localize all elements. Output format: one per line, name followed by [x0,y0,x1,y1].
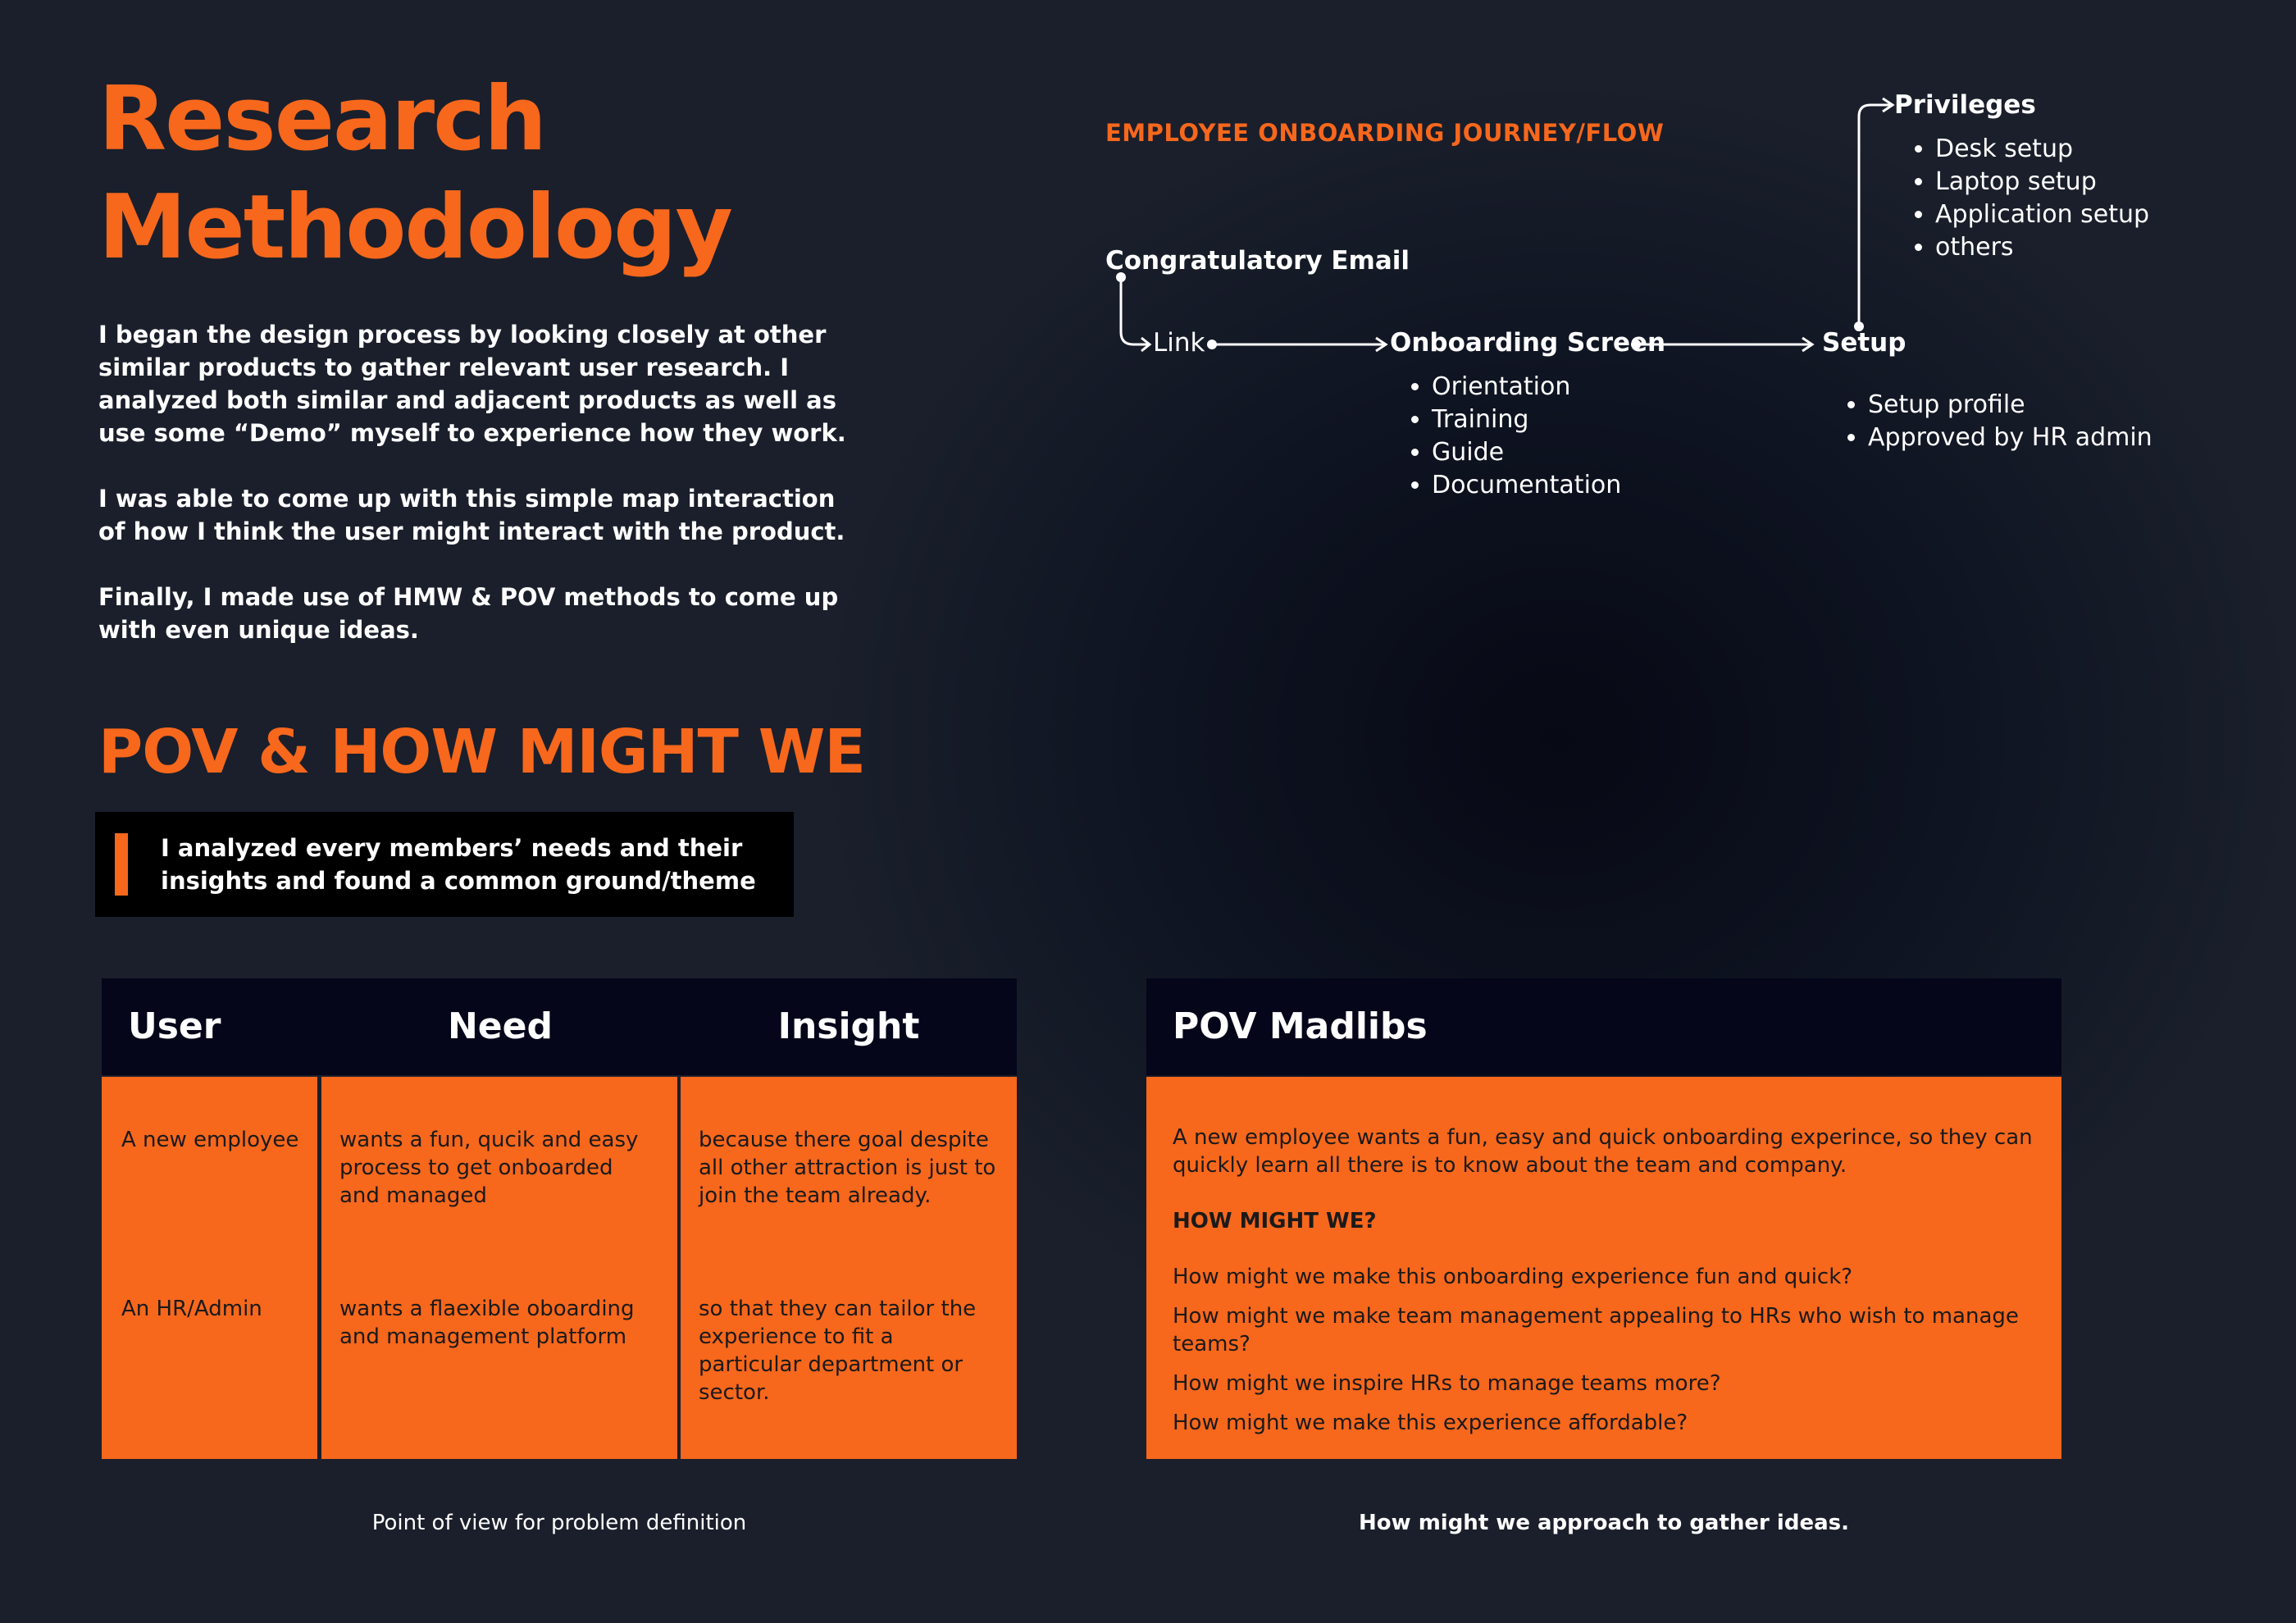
cell-insight-1: because there goal despite all other attraction is just to join the team already. [699,1128,996,1208]
column-user [102,1077,317,1459]
node-congratulatory-email: Congratulatory Email [1105,246,1410,276]
quote-block [95,812,794,917]
setup-item: • Approved by HR admin [1868,422,2152,454]
link-dot [1207,340,1217,349]
column-insight [681,1077,1017,1459]
intro-paragraph-3: Finally, I made use of HMW & POV methods to come up with even unique ideas. [98,583,839,644]
node-link: Link [1153,328,1205,358]
onboarding-item: • Documentation [1432,469,1621,502]
node-setup: Setup [1822,328,1906,358]
pov-heading: POV & HOW MIGHT WE [98,717,865,787]
column-need [321,1077,677,1459]
title-line-2: Methodology [98,176,731,279]
user-table-caption: Point of view for problem definition [371,1511,747,1535]
header-insight: Insight [777,1005,920,1047]
header-pov-madlibs: POV Madlibs [1173,1005,1428,1047]
cell-user-1: A new employee [121,1128,299,1152]
title-line-1: Research [98,68,545,171]
intro-paragraph-1: I began the design process by looking closely at other similar products to gather relevant user research. I analyzed both similar and adjacent products as well as use some “Demo” myself to experience how they work. [98,321,846,447]
privileges-items [1902,133,2149,264]
hmw-question: How might we inspire HRs to manage teams more? [1173,1371,1721,1396]
privileges-item: • Desk setup [1935,133,2149,166]
header-need: Need [447,1005,553,1047]
flow-connectors [0,0,2296,574]
node-privileges: Privileges [1894,90,2036,120]
cell-need-1: wants a fun, qucik and easy process to get onboarded and managed [339,1128,639,1208]
setup-items [1835,389,2152,454]
hmw-question: How might we make this experience affordable? [1173,1411,1688,1435]
cell-need-2: wants a flaexible oboarding and management platform [339,1297,635,1349]
flow-title: EMPLOYEE ONBOARDING JOURNEY/FLOW [1105,119,1665,147]
email-to-link-connector [1121,277,1148,344]
privileges-item: • others [1935,231,2149,264]
cell-insight-2: so that they can tailor the experience to fit a particular department or sector. [699,1297,977,1405]
setup-item: • Setup profile [1868,389,2152,422]
pov-body [1173,1124,2058,1437]
privileges-item: • Laptop setup [1935,166,2149,198]
intro-paragraph-2: I was able to come up with this simple map interaction of how I think the user might interact with the product. [98,485,845,545]
node-onboarding-screen: Onboarding Screen [1390,328,1666,358]
privileges-item: • Application setup [1935,198,2149,231]
pov-table-caption: How might we approach to gather ideas. [1359,1511,1849,1535]
setup-to-privileges-connector [1859,105,1890,326]
cell-user-2: An HR/Admin [121,1297,262,1321]
hmw-question: How might we make this onboarding experience fun and quick? [1173,1265,1853,1289]
quote-text: I analyzed every members’ needs and their insights and found a common ground/theme [161,834,756,895]
header-user: User [128,1005,221,1047]
hmw-question: How might we make team management appealing to HRs who wish to manage teams? [1173,1304,2019,1356]
onboarding-item: • Training [1432,403,1621,436]
quote-bar [115,833,128,896]
onboarding-items [1399,371,1621,502]
hmw-label: HOW MIGHT WE? [1173,1209,1377,1233]
onboarding-item: • Orientation [1432,371,1621,403]
pov-statement: A new employee wants a fun, easy and quick onboarding experince, so they can quickly learn all there is to know about the team and company. [1173,1125,2033,1178]
onboarding-item: • Guide [1432,436,1621,469]
